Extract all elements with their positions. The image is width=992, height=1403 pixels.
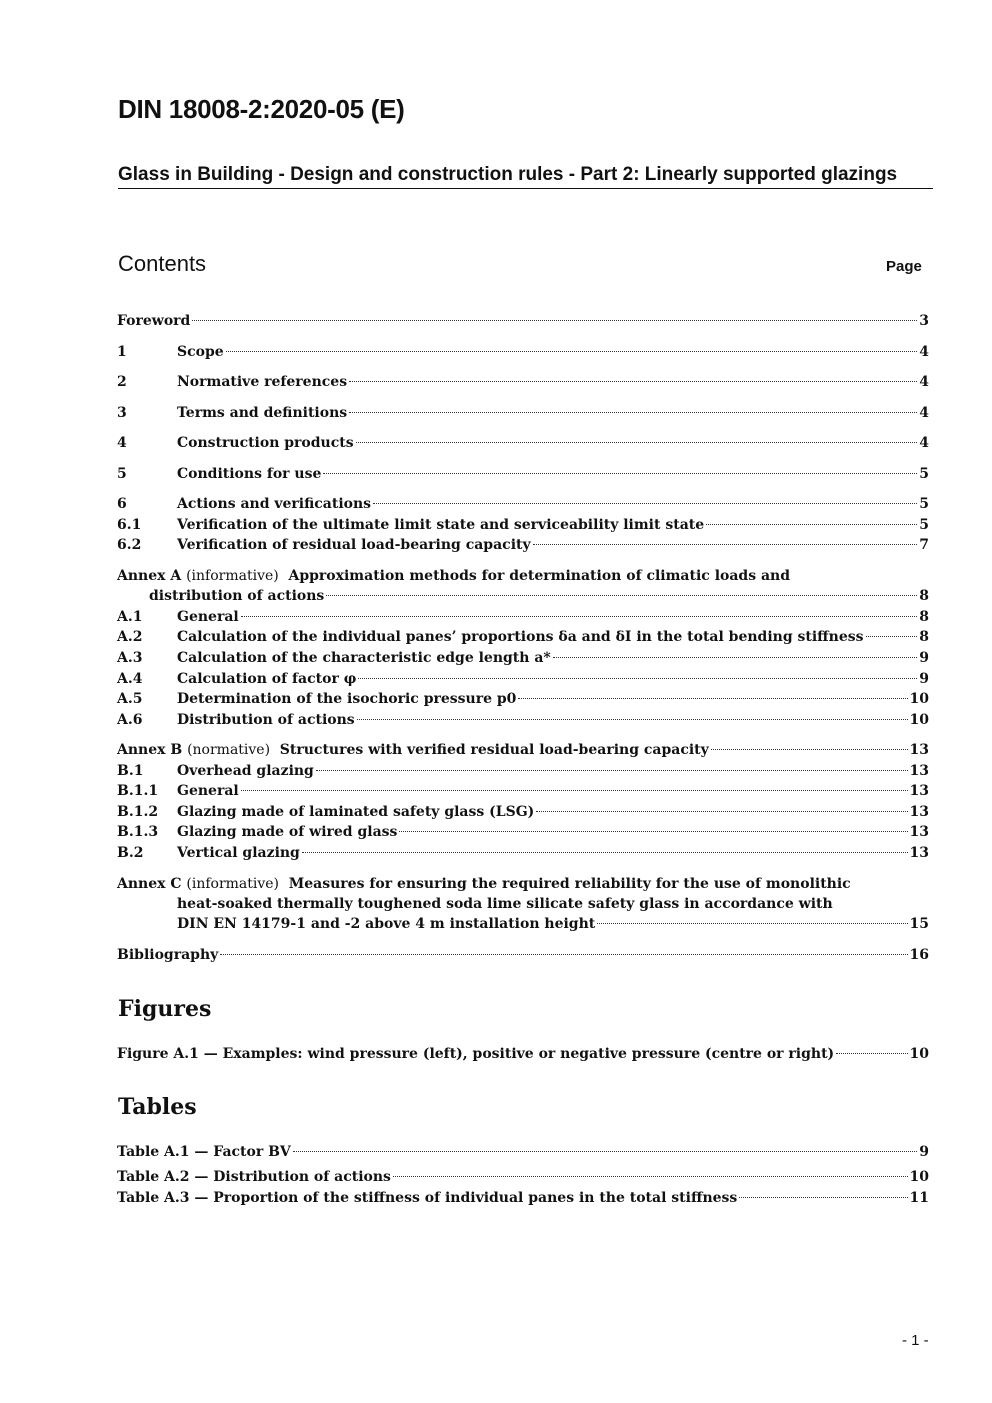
toc-entry-label: DIN EN 14179-1 and -2 above 4 m installation height: [177, 916, 596, 932]
toc-entry-number: 5: [117, 466, 127, 482]
toc-entry-a-2[interactable]: [117, 629, 929, 649]
toc-entry-label: Foreword: [117, 313, 191, 329]
toc-entry-foreword[interactable]: [117, 313, 929, 333]
toc-entry-annex-c[interactable]: [117, 876, 929, 896]
toc-entry-page: 7: [919, 537, 929, 553]
toc-entry-a-5[interactable]: [117, 691, 929, 711]
toc-entry-page: 8: [919, 609, 929, 625]
toc-entry-number: B.1.3: [117, 824, 159, 840]
toc-entry-annex-a[interactable]: [117, 568, 929, 588]
figure-entry-page: 10: [909, 1046, 929, 1062]
toc-entry-label: Verification of the ultimate limit state and serviceability limit state: [177, 517, 705, 533]
toc-entry-number: B.1.2: [117, 804, 159, 820]
toc-entry-page: 13: [909, 783, 929, 799]
toc-entry-label: Normative references: [177, 374, 348, 390]
toc-entry-bibliography[interactable]: [117, 947, 929, 967]
toc-entry-page: 4: [919, 435, 929, 451]
toc-entry-number: A.1: [117, 609, 143, 625]
table-entry-page: 10: [909, 1169, 929, 1185]
annex-prefix: Annex C: [117, 876, 182, 892]
toc-entry-b-2[interactable]: [117, 845, 929, 865]
toc-entry-label: Terms and definitions: [177, 405, 348, 421]
toc-entry-b-1[interactable]: [117, 763, 929, 783]
table-entry-page: 11: [909, 1190, 929, 1206]
toc-entry-number: 6.2: [117, 537, 142, 553]
page-number: - 1 -: [902, 1332, 929, 1349]
contents-heading: Contents: [118, 251, 207, 276]
toc-entry-annex-c-cont: heat-soaked thermally toughened soda lime silicate safety glass in accordance with: [177, 896, 833, 912]
toc-entry-1[interactable]: [117, 344, 929, 364]
toc-entry-3[interactable]: [117, 405, 929, 425]
toc-entry-number: A.2: [117, 629, 143, 645]
toc-entry-annex-b[interactable]: [117, 742, 929, 762]
toc-entry-6-2[interactable]: [117, 537, 929, 557]
toc-entry-number: 6: [117, 496, 127, 512]
toc-entry-label: General: [177, 783, 239, 799]
toc-entry-label: Measures for ensuring the required reliability for the use of monolithic: [288, 876, 851, 892]
table-entry[interactable]: [117, 1169, 929, 1189]
toc-entry-annex-a-cont[interactable]: [149, 588, 929, 608]
toc-entry-number: A.6: [117, 712, 143, 728]
annex-type: (informative): [186, 876, 280, 892]
toc-entry-number: 2: [117, 374, 127, 390]
toc-entry-number: A.5: [117, 691, 143, 707]
toc-entry-a-4[interactable]: [117, 671, 929, 691]
table-entry-label: Table A.1 — Factor BV: [117, 1144, 291, 1160]
toc-entry-page: 4: [919, 405, 929, 421]
toc-entry-label: Scope: [177, 344, 224, 360]
toc-entry-label: Calculation of the characteristic edge length a*: [177, 650, 551, 666]
toc-entry-label: Vertical glazing: [177, 845, 300, 861]
toc-entry-label: Construction products: [177, 435, 354, 451]
table-entry-page: 9: [919, 1144, 929, 1160]
toc-entry-page: 5: [919, 466, 929, 482]
table-entry[interactable]: [117, 1144, 929, 1164]
annex-type: (informative): [186, 568, 279, 584]
toc-entry-page: 13: [909, 845, 929, 861]
table-entry-label: Table A.3 — Proportion of the stiffness of individual panes in the total stiffness: [117, 1190, 738, 1206]
table-entry[interactable]: [117, 1190, 929, 1210]
figures-heading: Figures: [118, 996, 212, 1022]
document-subtitle: Glass in Building - Design and construction rules - Part 2: Linearly supported glazings: [118, 163, 933, 189]
toc-entry-page: 5: [919, 496, 929, 512]
toc-entry-b-1-1[interactable]: [117, 783, 929, 803]
toc-entry-label: Actions and verifications: [177, 496, 372, 512]
toc-entry-label: Determination of the isochoric pressure p0: [177, 691, 517, 707]
table-entry-label: Table A.2 — Distribution of actions: [117, 1169, 391, 1185]
toc-entry-number: A.3: [117, 650, 143, 666]
figure-entry-label: Figure A.1 — Examples: wind pressure (left), positive or negative pressure (centre or right): [117, 1046, 835, 1062]
toc-entry-page: 13: [909, 824, 929, 840]
toc-entry-page: 8: [919, 588, 929, 604]
toc-entry-a-6[interactable]: [117, 712, 929, 732]
toc-entry-page: 4: [919, 374, 929, 390]
toc-entry-b-1-3[interactable]: [117, 824, 929, 844]
figure-entry[interactable]: [117, 1046, 929, 1066]
toc-entry-4[interactable]: [117, 435, 929, 455]
toc-entry-label: Glazing made of laminated safety glass (LSG): [177, 804, 535, 820]
toc-entry-label: Overhead glazing: [177, 763, 314, 779]
toc-entry-label: Distribution of actions: [177, 712, 355, 728]
toc-entry-label: Structures with verified residual load-bearing capacity: [279, 742, 709, 758]
toc-entry-label: Calculation of factor φ: [177, 671, 357, 687]
annex-prefix: Annex A: [117, 568, 182, 584]
toc-entry-page: 16: [909, 947, 929, 963]
toc-entry-page: 13: [909, 763, 929, 779]
tables-heading: Tables: [118, 1094, 197, 1120]
toc-entry-a-3[interactable]: [117, 650, 929, 670]
toc-entry-label: Conditions for use: [177, 466, 322, 482]
toc-entry-page: 4: [919, 344, 929, 360]
toc-entry-label: Bibliography: [117, 947, 219, 963]
toc-entry-page: 9: [919, 671, 929, 687]
toc-entry-page: 15: [909, 916, 929, 932]
annex-type: (normative): [187, 742, 271, 758]
toc-entry-page: 13: [909, 742, 929, 758]
toc-entry-annex-c-cont2[interactable]: [177, 916, 929, 936]
toc-entry-label: Verification of residual load-bearing capacity: [177, 537, 531, 553]
toc-entry-number: 4: [117, 435, 127, 451]
toc-entry-6-1[interactable]: [117, 517, 929, 537]
page-column-label: Page: [886, 258, 922, 275]
toc-entry-number: B.2: [117, 845, 144, 861]
toc-entry-page: 10: [909, 712, 929, 728]
toc-entry-number: B.1: [117, 763, 144, 779]
toc-entry-label: Approximation methods for determination of climatic loads and: [288, 568, 791, 584]
toc-entry-page: 3: [919, 313, 929, 329]
toc-entry-a-1[interactable]: [117, 609, 929, 629]
toc-entry-page: 8: [919, 629, 929, 645]
toc-entry-number: 3: [117, 405, 127, 421]
toc-entry-label: Glazing made of wired glass: [177, 824, 398, 840]
toc-entry-number: 1: [117, 344, 127, 360]
toc-entry-page: 5: [919, 517, 929, 533]
toc-entry-5[interactable]: [117, 466, 929, 486]
toc-entry-label: distribution of actions: [149, 588, 325, 604]
annex-prefix: Annex B: [117, 742, 183, 758]
toc-entry-page: 9: [919, 650, 929, 666]
toc-entry-number: 6.1: [117, 517, 142, 533]
toc-entry-b-1-2[interactable]: [117, 804, 929, 824]
toc-entry-6[interactable]: [117, 496, 929, 516]
toc-entry-number: A.4: [117, 671, 143, 687]
document-title: DIN 18008-2:2020-05 (E): [118, 94, 405, 124]
toc-entry-page: 10: [909, 691, 929, 707]
toc-entry-label: Calculation of the individual panes’ proportions δa and δI in the total bending stiffness: [177, 629, 864, 645]
toc-entry-page: 13: [909, 804, 929, 820]
toc-entry-2[interactable]: [117, 374, 929, 394]
toc-entry-number: B.1.1: [117, 783, 159, 799]
toc-entry-label: General: [177, 609, 239, 625]
